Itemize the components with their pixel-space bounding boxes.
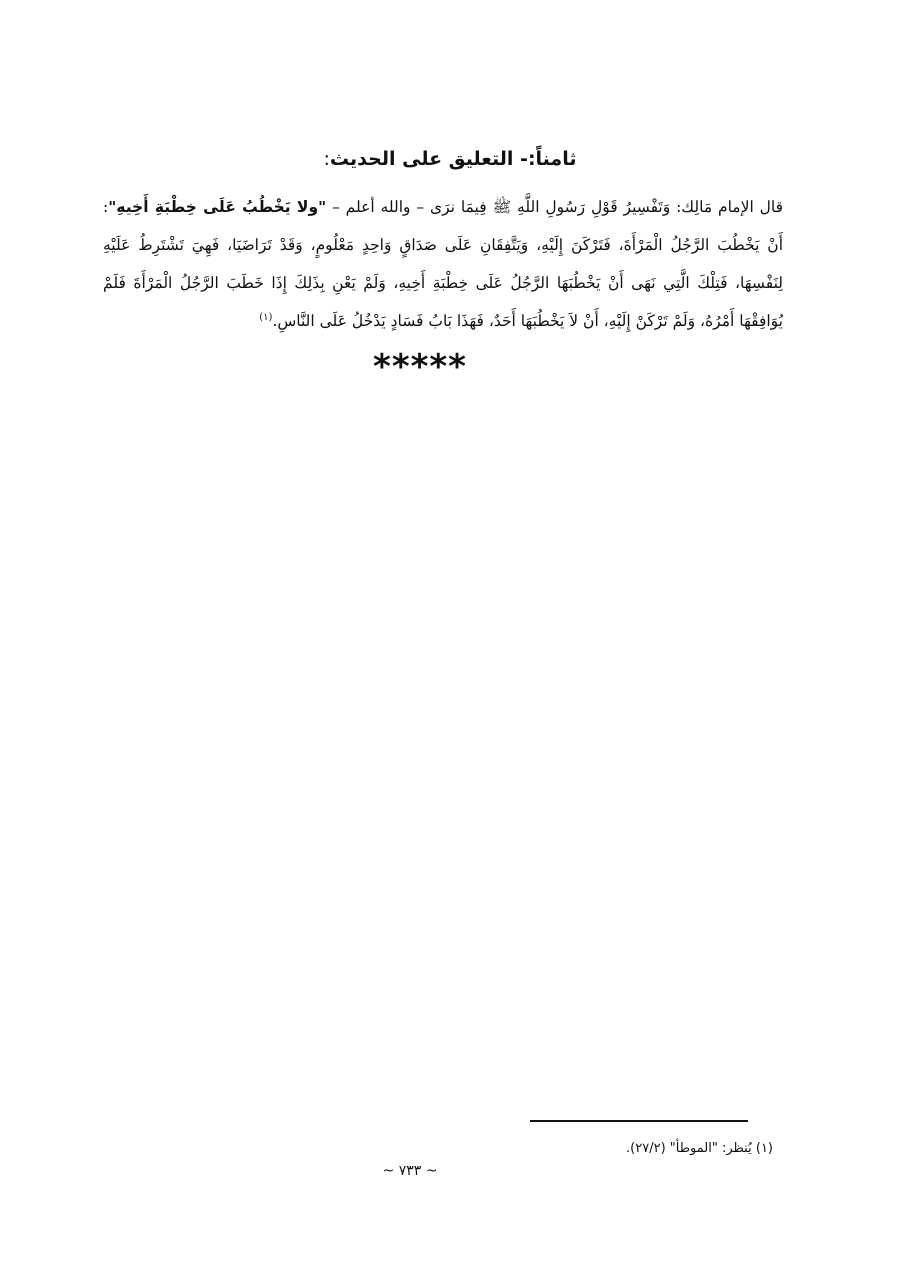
footnote-divider [530, 1120, 748, 1122]
section-heading-colon: : [323, 148, 330, 170]
section-separator: ***** [373, 347, 467, 387]
paragraph-rest: : أَنْ يَخْطُبَ الرَّجُلُ الْمَرْأَةَ، فَتَرْكَنَ إِلَيْهِ، وَيَتَّفِقَانِ عَلَى صَدَاقٍ وَاحِدٍ مَعْلُومٍ، وَقَدْ تَرَاضَيَا، فَهِيَ تَشْتَرِطُ عَلَيْهِ لِنَفْسِهَا، فَتِلْكَ الَّتِي نَهَى أَنْ يَخْطُبَهَا الرَّجُلُ عَلَى خِطْبَةِ أَخِيهِ، وَلَمْ يَعْنِ بِذَلِكَ إِذَا خَطَبَ الرَّجُلُ الْمَرْأَةَ فَلَمْ يُوَافِقْهَا أَمْرُهُ، وَلَمْ تَرْكَنْ إِلَيْهِ، أَنْ لاَ يَخْطُبَهَا أَحَدٌ، فَهَذَا بَابُ فَسَادٍ يَدْخُلُ عَلَى النَّاسِ. [103, 198, 783, 330]
footnote-text: (١) يُنظر: "الموطأ" (٢٧/٢). [626, 1141, 773, 1156]
footnote-reference: (١) [259, 311, 273, 323]
commentary-paragraph [103, 188, 783, 340]
hadith-quote: "ولا يَخْطُبُ عَلَى خِطْبَةِ أَخِيهِ" [108, 198, 327, 216]
section-heading-title: ثامناً:- التعليق على الحديث [329, 148, 577, 170]
section-heading [110, 148, 790, 170]
paragraph-intro: قال الإمام مَالِك: وَتَفْسِيرُ قَوْلِ رَسُولِ اللَّهِ ﷺ فِيمَا نرَى – والله أعلم – [326, 198, 784, 216]
page-number: ~ ٧٣٣ ~ [382, 1163, 438, 1179]
